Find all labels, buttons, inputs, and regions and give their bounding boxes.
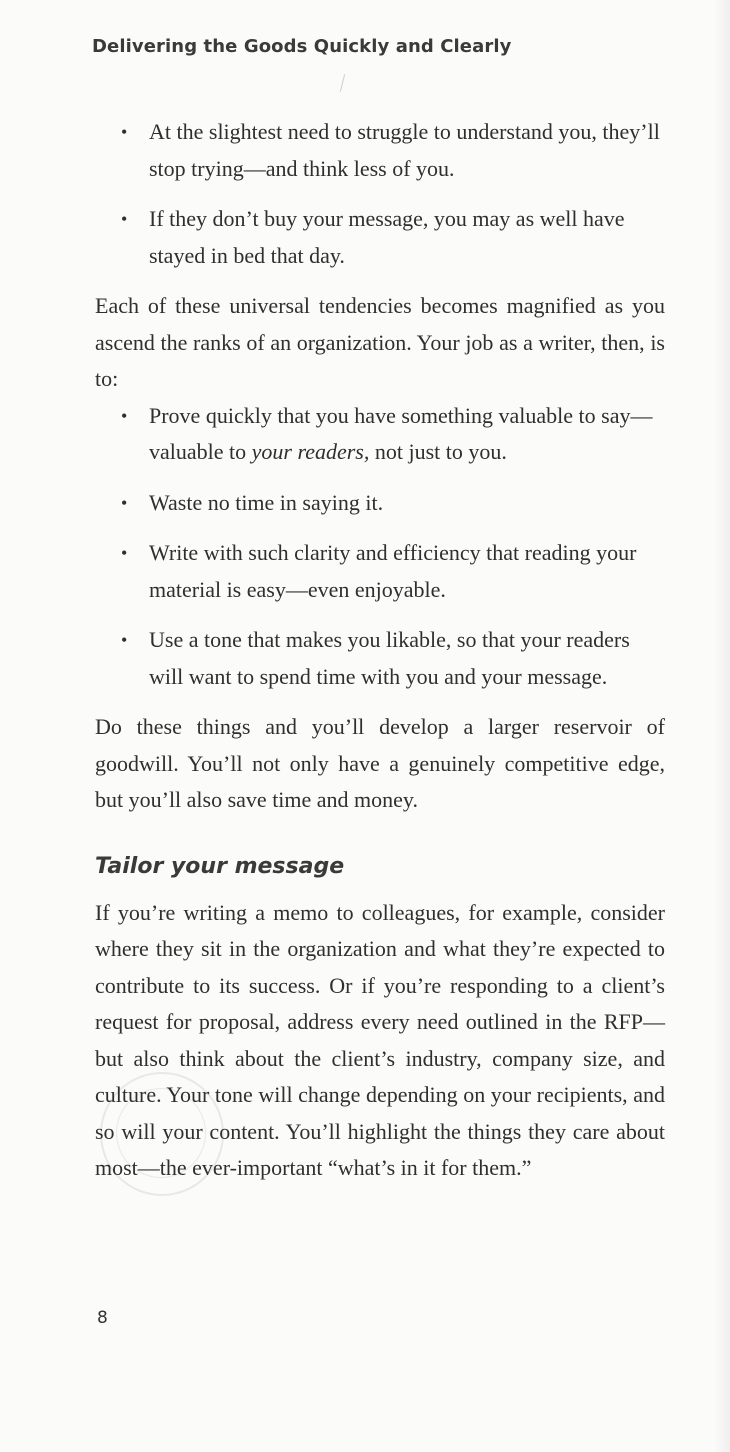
- list-item: [95, 535, 665, 608]
- paragraph-goodwill: Do these things and you’ll develop a larger reservoir of goodwill. You’ll not only have a genuinely competitive edge, but you’ll also save time and money.: [95, 714, 665, 812]
- page-edge-shadow: [714, 0, 730, 1452]
- bullet-icon: •: [121, 122, 128, 142]
- bullet-icon: •: [121, 209, 128, 229]
- running-head: Delivering the Goods Quickly and Clearly: [92, 36, 512, 57]
- bullet-icon: •: [121, 630, 128, 650]
- page-body: [95, 114, 665, 1187]
- list-item-text-prefix: Prove quickly that you have something valuable to say—valuable to: [149, 402, 653, 464]
- list-item: [95, 622, 665, 695]
- list-item: [95, 201, 665, 274]
- paragraph-tailor: If you’re writing a memo to colleagues, for example, consider where they sit in the organization and what they’re expected to contribute to its success. Or if you’re responding to a client’s request for proposal, address every need outlined in the RFP—but also think about the client’s industry, company size, and culture. Your tone will change depending on your recipients, and so will your content. You’ll highlight the things they care about most—the ever-important “what’s in it for them.”: [95, 899, 665, 1180]
- list-item-text: If they don’t buy your message, you may as well have stayed in bed that day.: [149, 206, 625, 268]
- list-item-text: Waste no time in saying it.: [149, 489, 384, 515]
- page-number: 8: [97, 1308, 108, 1328]
- list-item-text: Use a tone that makes you likable, so that your readers will want to spend time with you and your message.: [149, 627, 630, 689]
- bullet-icon: •: [121, 492, 128, 513]
- bullet-icon: •: [121, 405, 128, 426]
- list-item: [95, 485, 665, 522]
- paragraph-magnified: Each of these universal tendencies becomes magnified as you ascend the ranks of an organization. Your job as a writer, then, is to:: [95, 293, 665, 391]
- list-item-text-suffix: not just to you.: [369, 439, 507, 464]
- print-fleck: [340, 74, 345, 92]
- list-item-text: Write with such clarity and efficiency that reading your material is easy—even enjoyable.: [149, 540, 637, 602]
- bullet-list-writer-job: [95, 398, 665, 696]
- list-item: [95, 398, 665, 471]
- section-heading: Tailor your message: [95, 853, 345, 879]
- bullet-icon: •: [121, 543, 128, 563]
- list-item: [95, 114, 665, 187]
- bullet-list-tendencies: [95, 114, 665, 274]
- emphasis-your-readers: your readers,: [251, 439, 370, 464]
- list-item-text: At the slightest need to struggle to understand you, they’ll stop trying—and think less of you.: [149, 119, 660, 181]
